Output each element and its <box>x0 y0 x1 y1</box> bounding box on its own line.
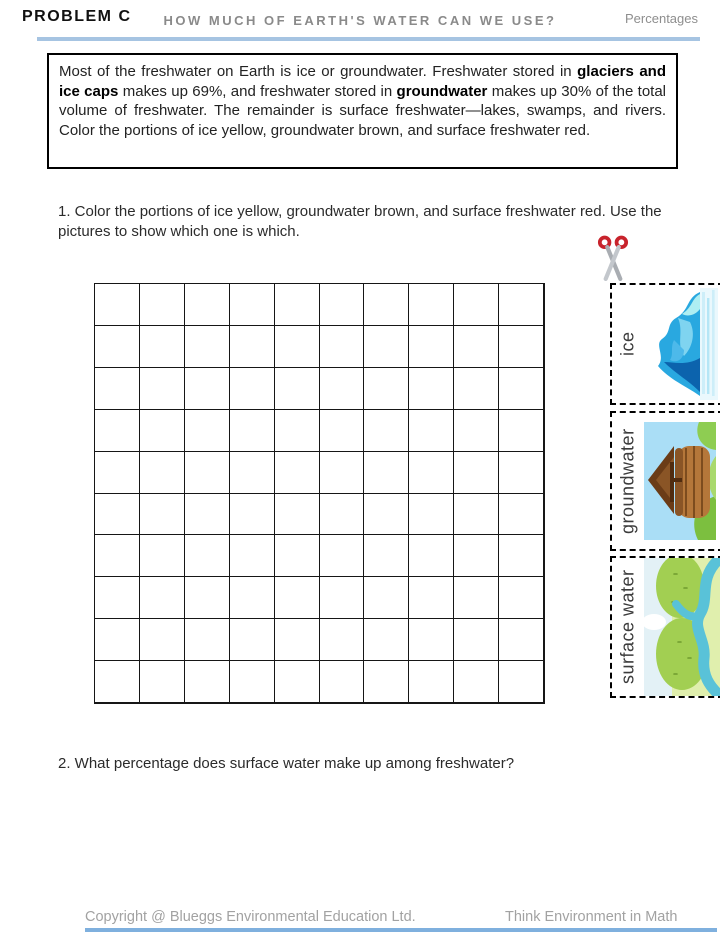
instruction-bold-groundwater: groundwater <box>396 82 488 100</box>
grid-cell <box>185 535 230 577</box>
grid-cell <box>454 619 499 661</box>
grid-cell <box>95 326 140 368</box>
grid-cell <box>140 661 185 703</box>
grid-cell <box>454 535 499 577</box>
grid-cell <box>364 452 409 494</box>
grid-cell <box>454 284 499 326</box>
grid-cell <box>95 410 140 452</box>
scissors-icon <box>594 235 632 281</box>
page-title: HOW MUCH OF EARTH'S WATER CAN WE USE? <box>163 13 557 28</box>
grid-cell <box>95 284 140 326</box>
grid-cell <box>185 284 230 326</box>
grid-cell <box>95 368 140 410</box>
instruction-box <box>47 53 678 169</box>
grid-cell <box>364 326 409 368</box>
grid-cell <box>320 535 365 577</box>
grid-cell <box>95 619 140 661</box>
groundwater-image <box>644 413 720 549</box>
grid-cell <box>185 368 230 410</box>
footer-copyright: Copyright @ Blueggs Environmental Education Ltd. <box>85 909 416 925</box>
grid-cell <box>95 535 140 577</box>
grid-cell <box>499 368 544 410</box>
instruction-text: makes up 69%, and freshwater stored in <box>118 82 397 100</box>
question-2: 2. What percentage does surface water make up among freshwater? <box>58 755 515 772</box>
ice-image <box>644 285 720 403</box>
cutout-card-ice <box>610 283 720 405</box>
grid-cell <box>230 494 275 536</box>
grid-cell <box>409 326 454 368</box>
surface-water-image <box>644 558 720 696</box>
grid-cell <box>409 452 454 494</box>
grid-cell <box>320 577 365 619</box>
grid-cell <box>230 326 275 368</box>
grid-cell <box>140 284 185 326</box>
grid-cell <box>230 452 275 494</box>
grid-cell <box>409 619 454 661</box>
grid-cell <box>499 619 544 661</box>
grid-cell <box>185 452 230 494</box>
grid-cell <box>409 284 454 326</box>
grid-cell <box>95 661 140 703</box>
grid-cell <box>499 284 544 326</box>
grid-cell <box>275 284 320 326</box>
grid-cell <box>499 410 544 452</box>
grid-cell <box>320 661 365 703</box>
grid-cell <box>230 410 275 452</box>
grid-cell <box>185 577 230 619</box>
grid-cell <box>320 619 365 661</box>
footer-accent-line <box>85 928 717 932</box>
grid-cell <box>140 535 185 577</box>
problem-label: PROBLEM C <box>22 8 132 25</box>
header-accent-line <box>37 37 700 41</box>
grid-cell <box>364 535 409 577</box>
grid-cell <box>140 368 185 410</box>
grid-cell <box>185 326 230 368</box>
cutout-card-groundwater <box>610 411 720 551</box>
grid-cell <box>499 326 544 368</box>
grid-cell <box>230 661 275 703</box>
grid-cell <box>364 410 409 452</box>
grid-cell <box>140 619 185 661</box>
grid-cell <box>364 284 409 326</box>
groundwater-label: groundwater <box>617 428 638 534</box>
grid-cell <box>499 494 544 536</box>
grid-cell <box>185 494 230 536</box>
grid-cell <box>275 577 320 619</box>
instruction-text: Most of the freshwater on Earth is ice or groundwater. Freshwater stored in <box>59 63 578 80</box>
grid-cell <box>409 368 454 410</box>
hundred-grid <box>94 283 545 704</box>
grid-cell <box>499 661 544 703</box>
grid-cell <box>230 577 275 619</box>
grid-cell <box>409 494 454 536</box>
grid-cell <box>230 535 275 577</box>
grid-cell <box>320 452 365 494</box>
grid-cell <box>320 284 365 326</box>
grid-cell <box>454 661 499 703</box>
grid-cell <box>275 410 320 452</box>
grid-cell <box>275 494 320 536</box>
grid-cell <box>95 494 140 536</box>
grid-cell <box>364 661 409 703</box>
grid-cell <box>140 577 185 619</box>
grid-cell <box>364 368 409 410</box>
grid-cell <box>409 535 454 577</box>
grid-cell <box>230 619 275 661</box>
grid-cell <box>320 326 365 368</box>
grid-cell <box>364 494 409 536</box>
grid-cell <box>230 284 275 326</box>
grid-cell <box>499 535 544 577</box>
grid-cell <box>454 452 499 494</box>
grid-cell <box>454 410 499 452</box>
grid-cell <box>185 619 230 661</box>
grid-cell <box>320 368 365 410</box>
grid-cell <box>275 535 320 577</box>
grid-cell <box>364 619 409 661</box>
grid-cell <box>499 577 544 619</box>
grid-cell <box>185 410 230 452</box>
topic-label: Percentages <box>625 11 698 26</box>
grid-cell <box>140 452 185 494</box>
grid-cell <box>185 661 230 703</box>
footer-tagline: Think Environment in Math <box>505 909 678 925</box>
grid-cell <box>95 577 140 619</box>
grid-cell <box>454 326 499 368</box>
grid-cell <box>454 494 499 536</box>
grid-cell <box>95 452 140 494</box>
instruction-bold-glaciers: glaciers and ice caps <box>59 63 666 100</box>
grid-cell <box>454 368 499 410</box>
grid-cell <box>364 577 409 619</box>
grid-cell <box>275 619 320 661</box>
grid-cell <box>230 368 275 410</box>
grid-cell <box>320 410 365 452</box>
grid-cell <box>275 368 320 410</box>
grid-cell <box>140 410 185 452</box>
cutout-card-surface-water <box>610 556 720 698</box>
grid-cell <box>140 494 185 536</box>
ice-label: ice <box>617 331 638 357</box>
grid-cell <box>275 661 320 703</box>
grid-cell <box>409 410 454 452</box>
instruction-text: makes up 30% of the total volume of freshwater. The remainder is surface freshwater—lakes, swamps, and rivers. Color the portions of ice yellow, groundwater brown, and surface freshwater red. <box>59 82 667 139</box>
grid-cell <box>409 577 454 619</box>
grid-cell <box>409 661 454 703</box>
grid-cell <box>499 452 544 494</box>
question-1: 1. Color the portions of ice yellow, groundwater brown, and surface freshwater red. Use the pictures to show which one is which. <box>58 203 662 240</box>
grid-cell <box>275 452 320 494</box>
grid-cell <box>275 326 320 368</box>
grid-cell <box>454 577 499 619</box>
grid-cell <box>320 494 365 536</box>
grid-cell <box>140 326 185 368</box>
surface-water-label: surface water <box>617 569 638 685</box>
